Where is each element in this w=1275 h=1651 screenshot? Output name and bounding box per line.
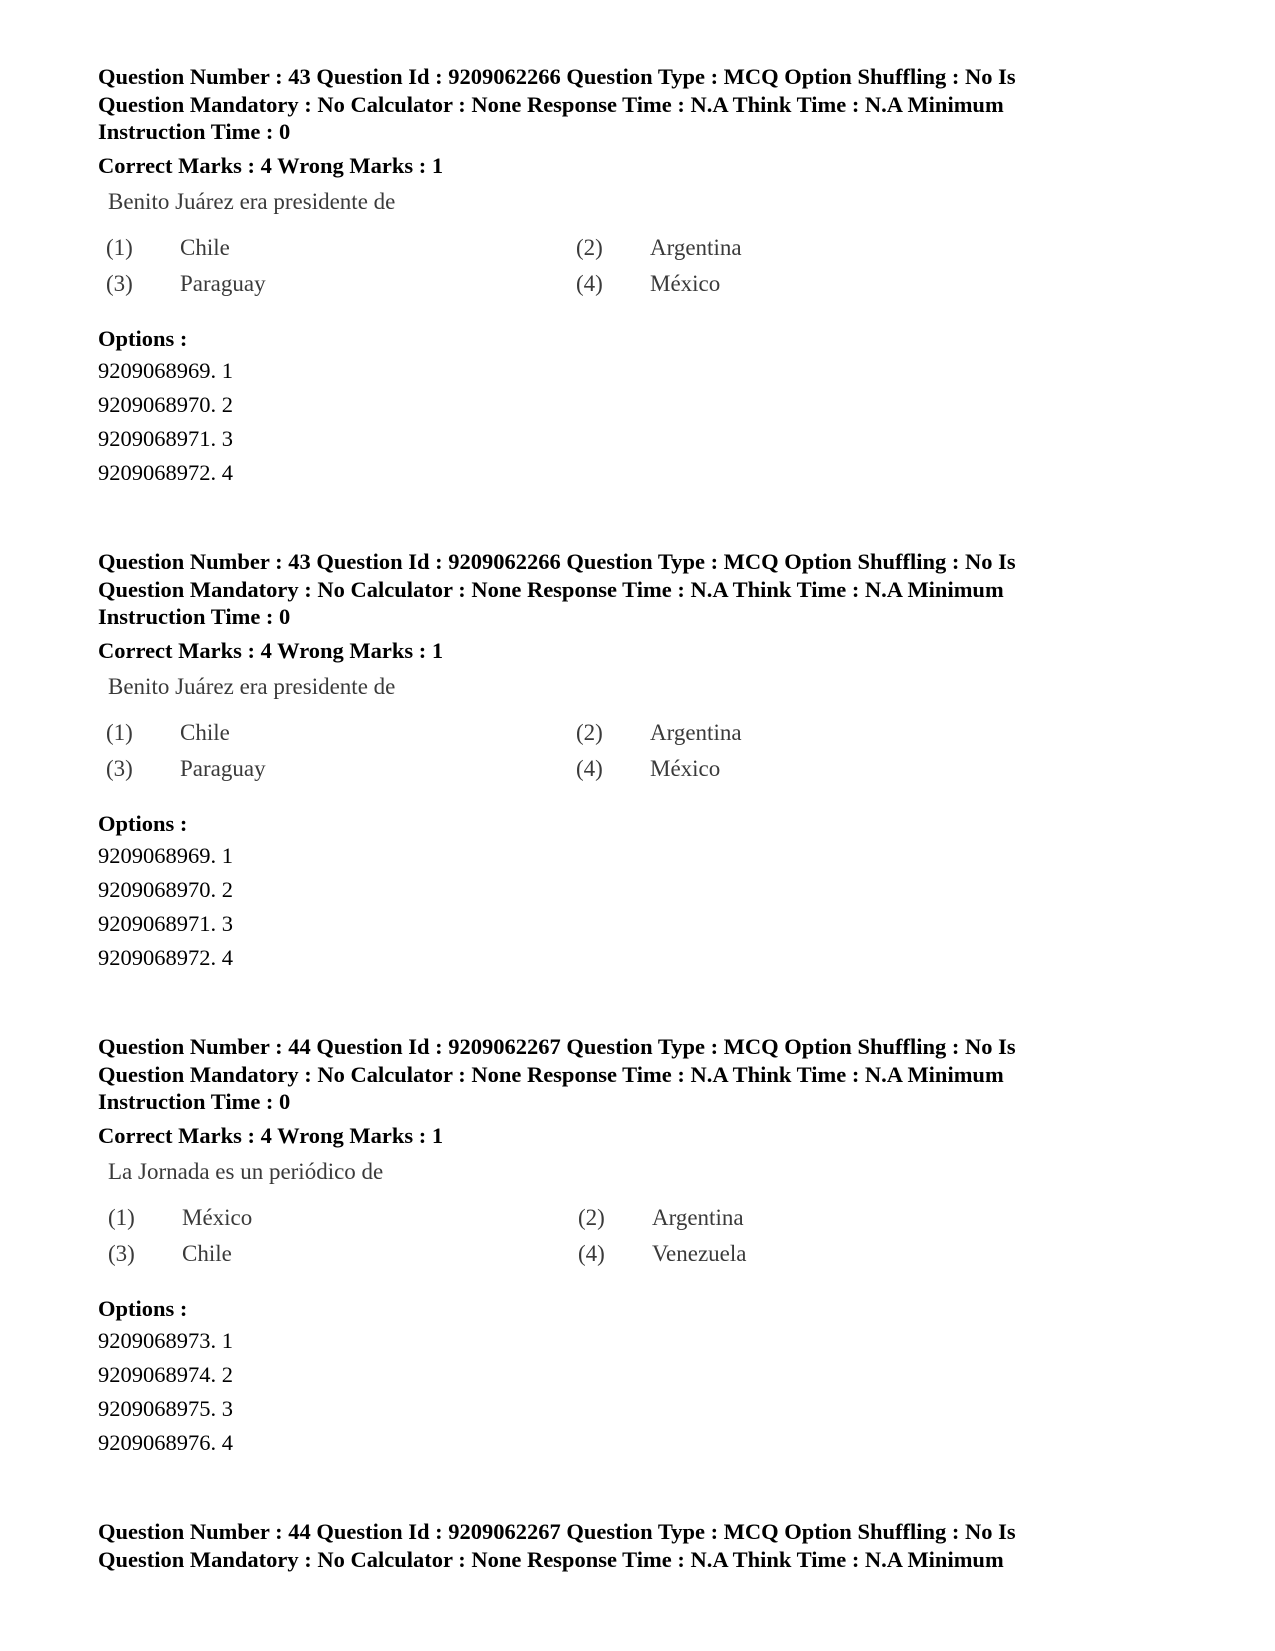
- option-line: 9209068970. 2: [98, 391, 233, 417]
- options-label: Options :: [98, 810, 188, 836]
- choice-number: (1): [106, 719, 133, 745]
- choice-text: México: [650, 755, 721, 781]
- marks-line: Correct Marks : 4 Wrong Marks : 1: [98, 637, 444, 663]
- option-line: 9209068970. 2: [98, 876, 233, 902]
- choice-text: México: [650, 270, 721, 296]
- question-image: [98, 185, 1198, 325]
- option-line: 9209068972. 4: [98, 459, 233, 485]
- choice-number: (3): [106, 755, 133, 781]
- choice-number: (4): [576, 755, 603, 781]
- options-list: [98, 839, 1198, 975]
- choice-text: Argentina: [650, 234, 742, 260]
- choice-text: Chile: [180, 234, 230, 260]
- options-list: [98, 354, 1198, 490]
- choice-number: (2): [576, 234, 603, 260]
- choice-text: Paraguay: [180, 270, 266, 296]
- question-text: La Jornada es un periódico de: [108, 1158, 384, 1184]
- choice-number: (4): [578, 1240, 605, 1266]
- option-line: 9209068969. 1: [98, 357, 233, 383]
- question-meta-line-1: Question Number : 44 Question Id : 9209062267 Question Type : MCQ Option Shuffling : No Is: [98, 1034, 1016, 1059]
- question-meta-line-3: Instruction Time : 0: [98, 604, 291, 629]
- question-block-3: [98, 1033, 1198, 1460]
- choice-number: (2): [578, 1204, 605, 1230]
- choice-text: Chile: [182, 1240, 232, 1266]
- choice-number: (3): [106, 270, 133, 296]
- choice-number: (4): [576, 270, 603, 296]
- question-meta-line-3: Instruction Time : 0: [98, 1089, 291, 1114]
- question-text: Benito Juárez era presidente de: [108, 188, 396, 214]
- question-meta-line-1: Question Number : 44 Question Id : 9209062267 Question Type : MCQ Option Shuffling : No Is: [98, 1519, 1016, 1544]
- question-meta-line-1: Question Number : 43 Question Id : 9209062266 Question Type : MCQ Option Shuffling : No Is: [98, 64, 1016, 89]
- option-line: 9209068975. 3: [98, 1395, 233, 1421]
- option-line: 9209068973. 1: [98, 1327, 233, 1353]
- option-line: 9209068972. 4: [98, 944, 233, 970]
- marks-line: Correct Marks : 4 Wrong Marks : 1: [98, 1122, 444, 1148]
- question-meta-line-2: Question Mandatory : No Calculator : None Response Time : N.A Think Time : N.A Minimum: [98, 1061, 1004, 1087]
- choice-text: Argentina: [650, 719, 742, 745]
- marks-line: Correct Marks : 4 Wrong Marks : 1: [98, 152, 444, 178]
- question-meta-line-1: Question Number : 43 Question Id : 9209062266 Question Type : MCQ Option Shuffling : No Is: [98, 549, 1016, 574]
- choice-number: (2): [576, 719, 603, 745]
- question-block-1: [98, 63, 1198, 490]
- choice-text: Venezuela: [652, 1240, 747, 1266]
- options-list: [98, 1324, 1198, 1460]
- option-line: 9209068971. 3: [98, 425, 233, 451]
- choice-text: Paraguay: [180, 755, 266, 781]
- question-image: [98, 1155, 1198, 1295]
- choice-text: Argentina: [652, 1204, 744, 1230]
- question-meta-line-3: Instruction Time : 0: [98, 119, 291, 144]
- option-line: 9209068976. 4: [98, 1429, 233, 1455]
- question-block-4: [98, 1518, 1198, 1573]
- question-block-2: [98, 548, 1198, 975]
- option-line: 9209068969. 1: [98, 842, 233, 868]
- choice-number: (1): [108, 1204, 135, 1230]
- choice-number: (1): [106, 234, 133, 260]
- question-text: Benito Juárez era presidente de: [108, 673, 396, 699]
- option-line: 9209068974. 2: [98, 1361, 233, 1387]
- choice-text: Chile: [180, 719, 230, 745]
- options-label: Options :: [98, 325, 188, 351]
- options-label: Options :: [98, 1295, 188, 1321]
- choice-number: (3): [108, 1240, 135, 1266]
- question-meta-line-2: Question Mandatory : No Calculator : None Response Time : N.A Think Time : N.A Minimum: [98, 1546, 1004, 1572]
- choice-text: México: [182, 1204, 253, 1230]
- option-line: 9209068971. 3: [98, 910, 233, 936]
- question-meta-line-2: Question Mandatory : No Calculator : None Response Time : N.A Think Time : N.A Minimum: [98, 576, 1004, 602]
- question-image: [98, 670, 1198, 810]
- question-meta-line-2: Question Mandatory : No Calculator : None Response Time : N.A Think Time : N.A Minimum: [98, 91, 1004, 117]
